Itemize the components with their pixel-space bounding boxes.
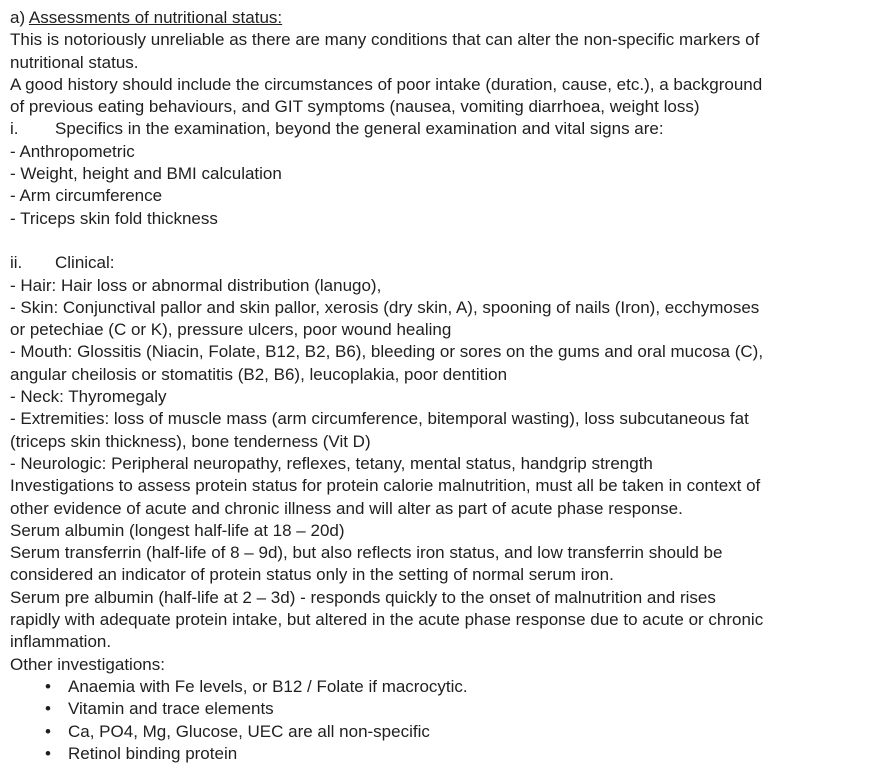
text-line: Serum albumin (longest half-life at 18 – 20d) xyxy=(10,520,345,540)
bullet-item xyxy=(10,676,882,698)
bullet-item xyxy=(10,698,882,720)
bullet-item xyxy=(10,743,882,765)
text-line: angular cheilosis or stomatitis (B2, B6), leucoplakia, poor dentition xyxy=(10,364,508,384)
text-line: inflammation. xyxy=(10,632,112,652)
text-line: Other investigations: xyxy=(10,654,165,674)
text-line: or petechiae (C or K), pressure ulcers, poor wound healing xyxy=(10,320,452,340)
text-line: - Neck: Thyromegaly xyxy=(10,387,167,407)
numbered-item-marker: i. xyxy=(10,119,19,139)
bullet-item-text: Retinol binding protein xyxy=(68,743,238,763)
bullet-item-text: Ca, PO4, Mg, Glucose, UEC are all non-specific xyxy=(68,721,430,741)
text-line: other evidence of acute and chronic illness and will alter as part of acute phase response. xyxy=(10,498,683,518)
section-heading xyxy=(10,7,882,29)
bullet-item-text: Anaemia with Fe levels, or B12 / Folate if macrocytic. xyxy=(68,676,468,696)
text-line: (triceps skin thickness), bone tenderness (Vit D) xyxy=(10,431,371,451)
text-line: rapidly with adequate protein intake, but altered in the acute phase response due to acute or chronic xyxy=(10,610,764,630)
bullet-icon: • xyxy=(45,699,51,719)
text-line: nutritional status. xyxy=(10,52,139,72)
text-line: - Mouth: Glossitis (Niacin, Folate, B12, B2, B6), bleeding or sores on the gums and oral mucosa (C), xyxy=(10,342,764,362)
text-line: of previous eating behaviours, and GIT symptoms (nausea, vomiting diarrhoea, weight loss) xyxy=(10,97,700,117)
text-line: considered an indicator of protein status only in the setting of normal serum iron. xyxy=(10,565,614,585)
text-line: - Extremities: loss of muscle mass (arm circumference, bitemporal wasting), loss subcutaneous fat xyxy=(10,409,749,429)
bullet-icon: • xyxy=(45,721,51,741)
text-line: - Anthropometric xyxy=(10,141,135,161)
numbered-item-text: Clinical: xyxy=(55,253,115,273)
blank-line xyxy=(10,230,882,252)
numbered-item xyxy=(10,118,882,140)
text-line: Serum pre albumin (half-life at 2 – 3d) - responds quickly to the onset of malnutrition and rises xyxy=(10,587,716,607)
bullet-item xyxy=(10,721,882,743)
heading-underlined-text: Assessments of nutritional status: xyxy=(28,8,283,27)
text-line: - Arm circumference xyxy=(10,186,163,206)
text-line: This is notoriously unreliable as there are many conditions that can alter the non-specific markers of xyxy=(10,30,760,50)
numbered-item-marker: ii. xyxy=(10,253,23,273)
text-line: - Weight, height and BMI calculation xyxy=(10,164,282,184)
text-line: Investigations to assess protein status for protein calorie malnutrition, must all be taken in context of xyxy=(10,476,761,496)
bullet-icon: • xyxy=(45,743,51,763)
bullet-icon: • xyxy=(45,676,51,696)
text-line: - Skin: Conjunctival pallor and skin pallor, xerosis (dry skin, A), spooning of nails (Iron), ecchymoses xyxy=(10,297,760,317)
text-line: - Hair: Hair loss or abnormal distribution (lanugo), xyxy=(10,275,382,295)
bullet-item-text: Vitamin and trace elements xyxy=(68,699,274,719)
heading-prefix: a) xyxy=(10,8,29,27)
text-line: - Triceps skin fold thickness xyxy=(10,208,218,228)
numbered-item xyxy=(10,252,882,274)
text-line: Serum transferrin (half-life of 8 – 9d), but also reflects iron status, and low transferrin should be xyxy=(10,543,723,563)
text-line: A good history should include the circumstances of poor intake (duration, cause, etc.), a background xyxy=(10,74,763,94)
document-text-block xyxy=(10,7,882,765)
numbered-item-text: Specifics in the examination, beyond the general examination and vital signs are: xyxy=(55,119,664,139)
text-line: - Neurologic: Peripheral neuropathy, reflexes, tetany, mental status, handgrip strength xyxy=(10,453,653,473)
